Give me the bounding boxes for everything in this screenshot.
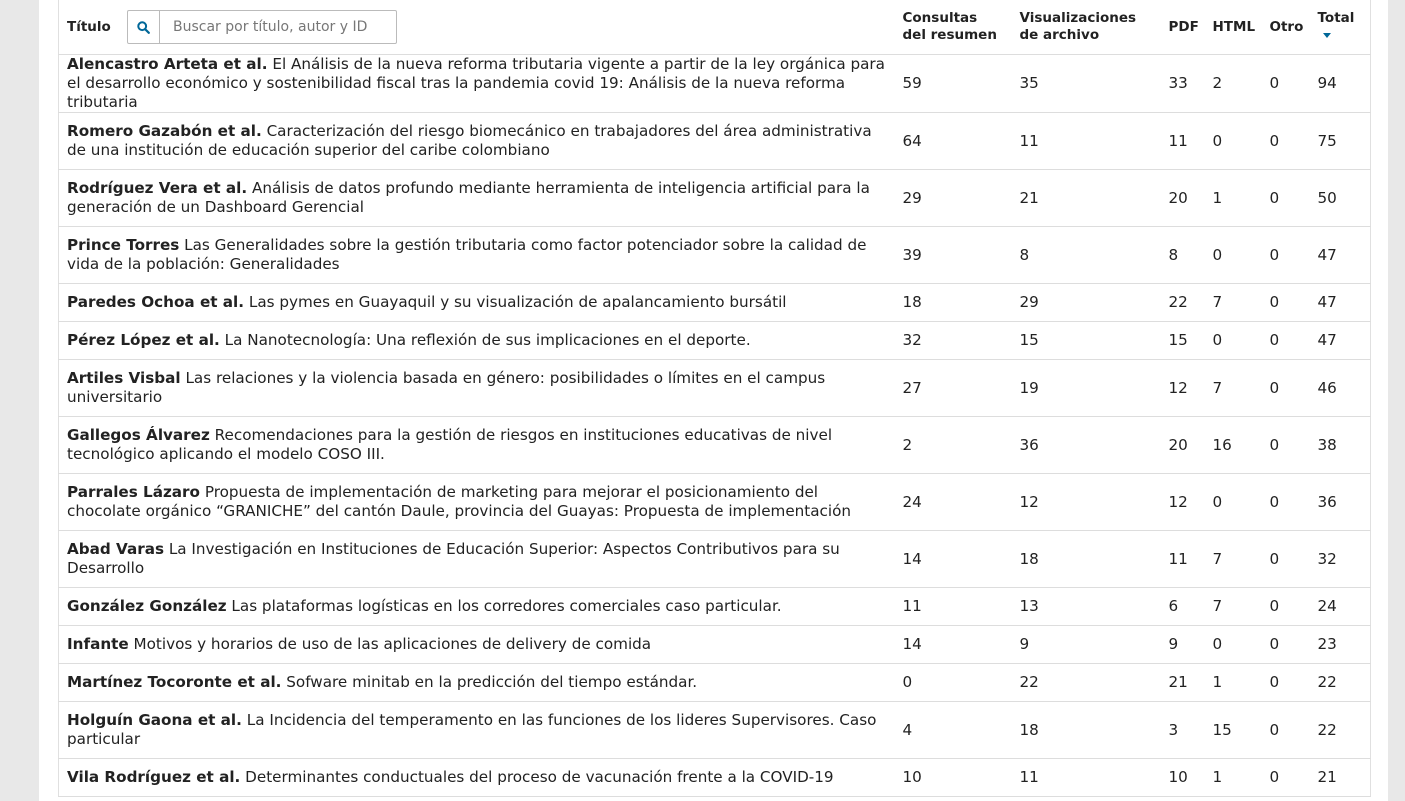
header-title-label: Título xyxy=(67,18,111,35)
other-value: 0 xyxy=(1262,474,1310,531)
total-value: 22 xyxy=(1310,664,1371,702)
article-author: Parrales Lázaro xyxy=(67,483,200,501)
file-views-value: 11 xyxy=(1012,113,1161,170)
abstract-views-value: 4 xyxy=(895,702,1012,759)
article-title: Propuesta de implementación de marketing para mejorar el posicionamiento del chocolate orgánico “GRANICHE” del cantón Daule, provincia del Guayas: Propuesta de implementación xyxy=(67,483,852,520)
total-value: 47 xyxy=(1310,227,1371,284)
article-author: Rodríguez Vera et al. xyxy=(67,179,248,197)
article-author: Gallegos Álvarez xyxy=(67,426,210,444)
abstract-views-value: 39 xyxy=(895,227,1012,284)
html-value: 16 xyxy=(1205,417,1262,474)
html-value: 0 xyxy=(1205,227,1262,284)
search-input[interactable] xyxy=(160,11,396,43)
article-cell[interactable] xyxy=(59,664,895,702)
abstract-views-value: 32 xyxy=(895,322,1012,360)
article-title: La Incidencia del temperamento en las funciones de los lideres Supervisores. Caso particular xyxy=(67,711,877,748)
article-author: Abad Varas xyxy=(67,540,164,558)
file-views-value: 36 xyxy=(1012,417,1161,474)
file-views-value: 29 xyxy=(1012,284,1161,322)
abstract-views-value: 29 xyxy=(895,170,1012,227)
article-author: Pérez López et al. xyxy=(67,331,220,349)
article-cell[interactable] xyxy=(59,588,895,626)
table-header-row xyxy=(59,0,1371,55)
pdf-value: 12 xyxy=(1161,474,1205,531)
article-cell[interactable] xyxy=(59,474,895,531)
total-value: 32 xyxy=(1310,531,1371,588)
other-value: 0 xyxy=(1262,588,1310,626)
article-author: González González xyxy=(67,597,227,615)
article-title: Las plataformas logísticas en los corredores comerciales caso particular. xyxy=(231,597,782,615)
article-title: Análisis de datos profundo mediante herramienta de inteligencia artificial para la generación de un Dashboard Gerencial xyxy=(67,179,870,216)
article-cell[interactable] xyxy=(59,227,895,284)
table-row xyxy=(59,759,1371,797)
table-row xyxy=(59,531,1371,588)
article-author: Prince Torres xyxy=(67,236,180,254)
articles-stats-table xyxy=(58,0,1371,797)
header-html[interactable]: HTML xyxy=(1205,0,1262,55)
pdf-value: 9 xyxy=(1161,626,1205,664)
table-row xyxy=(59,113,1371,170)
total-value: 75 xyxy=(1310,113,1371,170)
article-title: Las Generalidades sobre la gestión tributaria como factor potenciador sobre la calidad de vida de la población: Generalidades xyxy=(67,236,867,273)
article-cell[interactable] xyxy=(59,322,895,360)
pdf-value: 10 xyxy=(1161,759,1205,797)
file-views-value: 11 xyxy=(1012,759,1161,797)
other-value: 0 xyxy=(1262,284,1310,322)
article-title: La Investigación en Instituciones de Educación Superior: Aspectos Contributivos para su Desarrollo xyxy=(67,540,840,577)
sort-desc-icon xyxy=(1323,33,1331,38)
abstract-views-value: 59 xyxy=(895,55,1012,113)
article-cell[interactable] xyxy=(59,113,895,170)
article-author: Artiles Visbal xyxy=(67,369,181,387)
pdf-value: 12 xyxy=(1161,360,1205,417)
article-title: El Análisis de la nueva reforma tributaria vigente a partir de la ley orgánica para el desarrollo económico y sostenibilidad fiscal tras la pandemia covid 19: Análisis de la nueva reforma tributaria xyxy=(67,55,885,111)
total-value: 46 xyxy=(1310,360,1371,417)
article-cell[interactable] xyxy=(59,284,895,322)
article-title: Las relaciones y la violencia basada en género: posibilidades o límites en el campus universitario xyxy=(67,369,826,406)
html-value: 0 xyxy=(1205,322,1262,360)
abstract-views-value: 14 xyxy=(895,626,1012,664)
other-value: 0 xyxy=(1262,360,1310,417)
search-box xyxy=(127,10,397,44)
abstract-views-value: 64 xyxy=(895,113,1012,170)
article-title: Las pymes en Guayaquil y su visualización de apalancamiento bursátil xyxy=(248,293,787,311)
article-cell[interactable] xyxy=(59,531,895,588)
article-title: Sofware minitab en la predicción del tiempo estándar. xyxy=(286,673,698,691)
file-views-value: 8 xyxy=(1012,227,1161,284)
table-row xyxy=(59,702,1371,759)
abstract-views-value: 0 xyxy=(895,664,1012,702)
file-views-value: 15 xyxy=(1012,322,1161,360)
other-value: 0 xyxy=(1262,170,1310,227)
pdf-value: 15 xyxy=(1161,322,1205,360)
total-value: 47 xyxy=(1310,322,1371,360)
header-abstract-views[interactable]: Consultas del resumen xyxy=(895,0,1012,55)
pdf-value: 20 xyxy=(1161,170,1205,227)
html-value: 2 xyxy=(1205,55,1262,113)
article-title: La Nanotecnología: Una reflexión de sus implicaciones en el deporte. xyxy=(224,331,751,349)
table-row xyxy=(59,626,1371,664)
pdf-value: 3 xyxy=(1161,702,1205,759)
stats-panel xyxy=(39,0,1388,801)
total-value: 38 xyxy=(1310,417,1371,474)
search-button[interactable] xyxy=(128,11,160,43)
article-cell[interactable] xyxy=(59,626,895,664)
table-row xyxy=(59,170,1371,227)
other-value: 0 xyxy=(1262,531,1310,588)
article-cell[interactable] xyxy=(59,759,895,797)
table-row xyxy=(59,588,1371,626)
total-value: 47 xyxy=(1310,284,1371,322)
html-value: 7 xyxy=(1205,360,1262,417)
html-value: 1 xyxy=(1205,664,1262,702)
abstract-views-value: 27 xyxy=(895,360,1012,417)
table-row xyxy=(59,417,1371,474)
table-row xyxy=(59,55,1371,113)
total-value: 50 xyxy=(1310,170,1371,227)
html-value: 7 xyxy=(1205,588,1262,626)
other-value: 0 xyxy=(1262,322,1310,360)
html-value: 1 xyxy=(1205,170,1262,227)
article-author: Paredes Ochoa et al. xyxy=(67,293,245,311)
table-row xyxy=(59,322,1371,360)
total-value: 23 xyxy=(1310,626,1371,664)
article-title: Motivos y horarios de uso de las aplicaciones de delivery de comida xyxy=(133,635,652,653)
abstract-views-value: 10 xyxy=(895,759,1012,797)
file-views-value: 21 xyxy=(1012,170,1161,227)
html-value: 7 xyxy=(1205,531,1262,588)
header-other[interactable]: Otro xyxy=(1262,0,1310,55)
article-cell[interactable] xyxy=(59,55,895,113)
pdf-value: 22 xyxy=(1161,284,1205,322)
html-value: 0 xyxy=(1205,626,1262,664)
header-title xyxy=(59,0,895,55)
file-views-value: 18 xyxy=(1012,531,1161,588)
pdf-value: 21 xyxy=(1161,664,1205,702)
html-value: 0 xyxy=(1205,113,1262,170)
pdf-value: 8 xyxy=(1161,227,1205,284)
file-views-value: 13 xyxy=(1012,588,1161,626)
other-value: 0 xyxy=(1262,626,1310,664)
other-value: 0 xyxy=(1262,113,1310,170)
pdf-value: 6 xyxy=(1161,588,1205,626)
search-icon xyxy=(137,21,150,34)
article-title: Recomendaciones para la gestión de riesgos en instituciones educativas de nivel tecnológico aplicando el modelo COSO III. xyxy=(67,426,833,463)
pdf-value: 33 xyxy=(1161,55,1205,113)
article-cell[interactable] xyxy=(59,702,895,759)
header-total-label: Total xyxy=(1317,10,1355,26)
file-views-value: 12 xyxy=(1012,474,1161,531)
table-row xyxy=(59,284,1371,322)
header-file-views[interactable]: Visualizaciones de archivo xyxy=(1012,0,1161,55)
header-pdf[interactable]: PDF xyxy=(1161,0,1205,55)
other-value: 0 xyxy=(1262,664,1310,702)
article-author: Infante xyxy=(67,635,129,653)
other-value: 0 xyxy=(1262,417,1310,474)
other-value: 0 xyxy=(1262,759,1310,797)
abstract-views-value: 11 xyxy=(895,588,1012,626)
article-cell[interactable] xyxy=(59,360,895,417)
html-value: 1 xyxy=(1205,759,1262,797)
table-row xyxy=(59,664,1371,702)
file-views-value: 18 xyxy=(1012,702,1161,759)
html-value: 0 xyxy=(1205,474,1262,531)
article-author: Romero Gazabón et al. xyxy=(67,122,262,140)
file-views-value: 9 xyxy=(1012,626,1161,664)
header-total[interactable] xyxy=(1310,0,1371,55)
html-value: 15 xyxy=(1205,702,1262,759)
html-value: 7 xyxy=(1205,284,1262,322)
total-value: 24 xyxy=(1310,588,1371,626)
article-cell[interactable] xyxy=(59,417,895,474)
abstract-views-value: 18 xyxy=(895,284,1012,322)
file-views-value: 35 xyxy=(1012,55,1161,113)
other-value: 0 xyxy=(1262,702,1310,759)
pdf-value: 20 xyxy=(1161,417,1205,474)
total-value: 21 xyxy=(1310,759,1371,797)
article-author: Vila Rodríguez et al. xyxy=(67,768,241,786)
article-author: Alencastro Arteta et al. xyxy=(67,55,268,73)
pdf-value: 11 xyxy=(1161,113,1205,170)
article-author: Holguín Gaona et al. xyxy=(67,711,242,729)
abstract-views-value: 14 xyxy=(895,531,1012,588)
total-value: 36 xyxy=(1310,474,1371,531)
article-title: Caracterización del riesgo biomecánico en trabajadores del área administrativa de una institución de educación superior del caribe colombiano xyxy=(67,122,872,159)
table-row xyxy=(59,227,1371,284)
total-value: 94 xyxy=(1310,55,1371,113)
pdf-value: 11 xyxy=(1161,531,1205,588)
abstract-views-value: 24 xyxy=(895,474,1012,531)
total-value: 22 xyxy=(1310,702,1371,759)
file-views-value: 22 xyxy=(1012,664,1161,702)
article-cell[interactable] xyxy=(59,170,895,227)
article-author: Martínez Tocoronte et al. xyxy=(67,673,282,691)
abstract-views-value: 2 xyxy=(895,417,1012,474)
table-row xyxy=(59,360,1371,417)
table-row xyxy=(59,474,1371,531)
file-views-value: 19 xyxy=(1012,360,1161,417)
other-value: 0 xyxy=(1262,55,1310,113)
other-value: 0 xyxy=(1262,227,1310,284)
article-title: Determinantes conductuales del proceso de vacunación frente a la COVID-19 xyxy=(245,768,834,786)
